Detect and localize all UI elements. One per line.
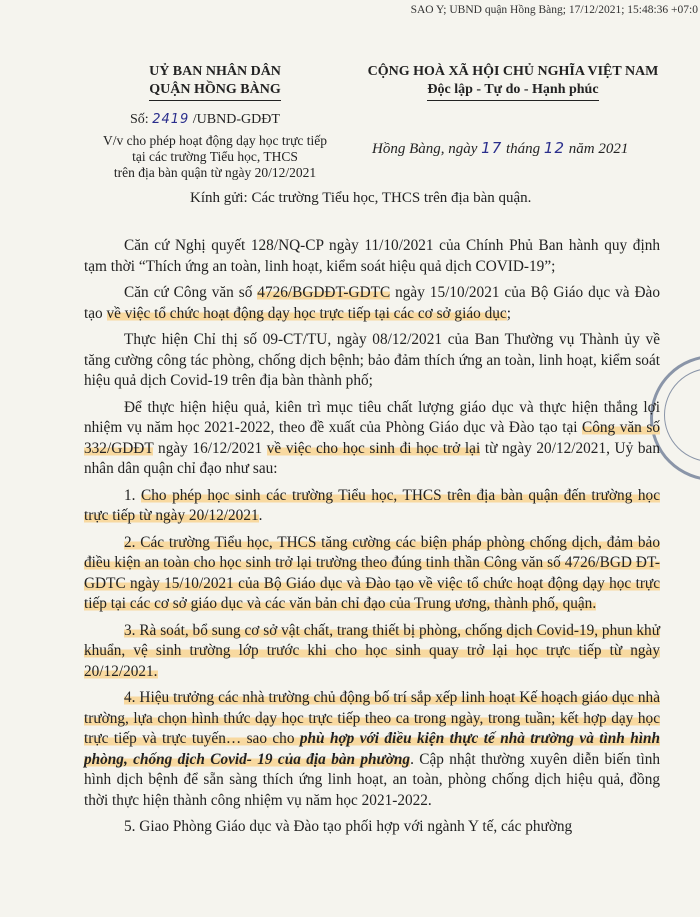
issue-date: Hồng Bàng, ngày 17 tháng 12 năm 2021 (372, 139, 629, 157)
handwritten-day: 17 (481, 139, 503, 157)
item-3: 3. Rà soát, bổ sung cơ sở vật chất, trang thiết bị phòng, chống dịch Covid-19, phun khử khuẩn, vệ sinh trường lớp trước khi cho học sinh quay trở lại học trực tiếp từ ngày 20/12/2021. (84, 621, 660, 680)
item-4: 4. Hiệu trưởng các nhà trường chủ động bố trí sắp xếp linh hoạt Kế hoạch giáo dục nhà trường, lựa chọn hình thức dạy học trực tiếp theo ca trong ngày, trong tuần; kết hợp dạy học trực tiếp và trực tuyến… sao cho phù hợp với điều kiện thực tế nhà trường và tình hình phòng, chống dịch Covid- 19 của địa bàn phường. Cập nhật thường xuyên diễn biến tình hình dịch bệnh để sẵn sàng thích ứng linh hoạt, an toàn, phòng chống dịch hiệu quả, đồng thời thực hiện thành công nhiệm vụ năm học 2021-2022. (84, 689, 660, 809)
paragraph-legal-basis-1: Căn cứ Nghị quyết 128/NQ-CP ngày 11/10/2021 của Chính Phủ Ban hành quy định tạm thời “Thích ứng an toàn, linh hoạt, kiểm soát hiệu quả dịch COVID-19”; (84, 237, 660, 275)
item-5: 5. Giao Phòng Giáo dục và Đào tạo phối hợp với ngành Y tế, các phường (124, 818, 573, 835)
recipient-line: Kính gửi: Các trường Tiểu học, THCS trên địa bàn quận. (190, 190, 532, 206)
authority-line2: QUẬN HỒNG BÀNG (149, 81, 280, 101)
document-body (84, 236, 660, 844)
document-subject: V/v cho phép hoạt động dạy học trực tiếp tại các trường Tiểu học, THCS trên địa bàn quận từ ngày 20/12/2021 (102, 133, 327, 180)
motto-line1: CỘNG HOÀ XÃ HỘI CHỦ NGHĨA VIỆT NAM (367, 64, 659, 79)
issuing-authority (105, 63, 325, 101)
document-number: Số: 2419 /UBND-GDĐT (130, 112, 280, 127)
handwritten-month: 12 (543, 139, 566, 157)
item-1: 1. Cho phép học sinh các trường Tiểu học, THCS trên địa bàn quận đến trường học trực tiếp từ ngày 20/12/2021. (84, 486, 660, 524)
copy-stamp-line: SAO Y; UBND quận Hồng Bàng; 17/12/2021; 15:48:36 +07:0 (410, 4, 698, 16)
item-2: 2. Các trường Tiểu học, THCS tăng cường các biện pháp phòng chống dịch, đảm bảo điều kiện an toàn cho học sinh trở lại trường theo đúng tinh thần Công văn số 4726/BGD ĐT-GDTC ngày 15/10/2021 của Bộ Giáo dục và Đào tạo về việc tổ chức hoạt động dạy học trực tiếp tại các cơ sở giáo dục và các văn bản chỉ đạo của Trung ương, thành phố, quận. (84, 533, 660, 612)
national-motto (348, 63, 678, 101)
paragraph-proposal: Để thực hiện hiệu quả, kiên trì mục tiêu chất lượng giáo dục và thực hiện thắng lợi nhiệm vụ năm học 2021-2022, theo đề xuất của Phòng Giáo dục và Đào tạo tại Công văn số 332/GDĐT ngày 16/12/2021 về việc cho học sinh đi học trở lại từ ngày 20/12/2021, Uỷ ban nhân dân quận chỉ đạo như sau: (84, 398, 660, 477)
motto-line2: Độc lập - Tự do - Hạnh phúc (427, 81, 598, 101)
paragraph-directive: Thực hiện Chỉ thị số 09-CT/TU, ngày 08/12/2021 của Ban Thường vụ Thành ủy về tăng cường công tác phòng, chống dịch bệnh; bảo đảm thích ứng an toàn, linh hoạt, kiểm soát hiệu quả dịch Covid-19 trên địa bàn thành phố; (84, 331, 660, 389)
authority-line1: UỶ BAN NHÂN DÂN (149, 64, 281, 79)
handwritten-number: 2419 (152, 112, 190, 127)
paragraph-legal-basis-2: Căn cứ Công văn số 4726/BGDĐT-GDTC ngày 15/10/2021 của Bộ Giáo dục và Đào tạo về việc tổ chức hoạt động dạy học trực tiếp tại các cơ sở giáo dục; (84, 284, 660, 322)
